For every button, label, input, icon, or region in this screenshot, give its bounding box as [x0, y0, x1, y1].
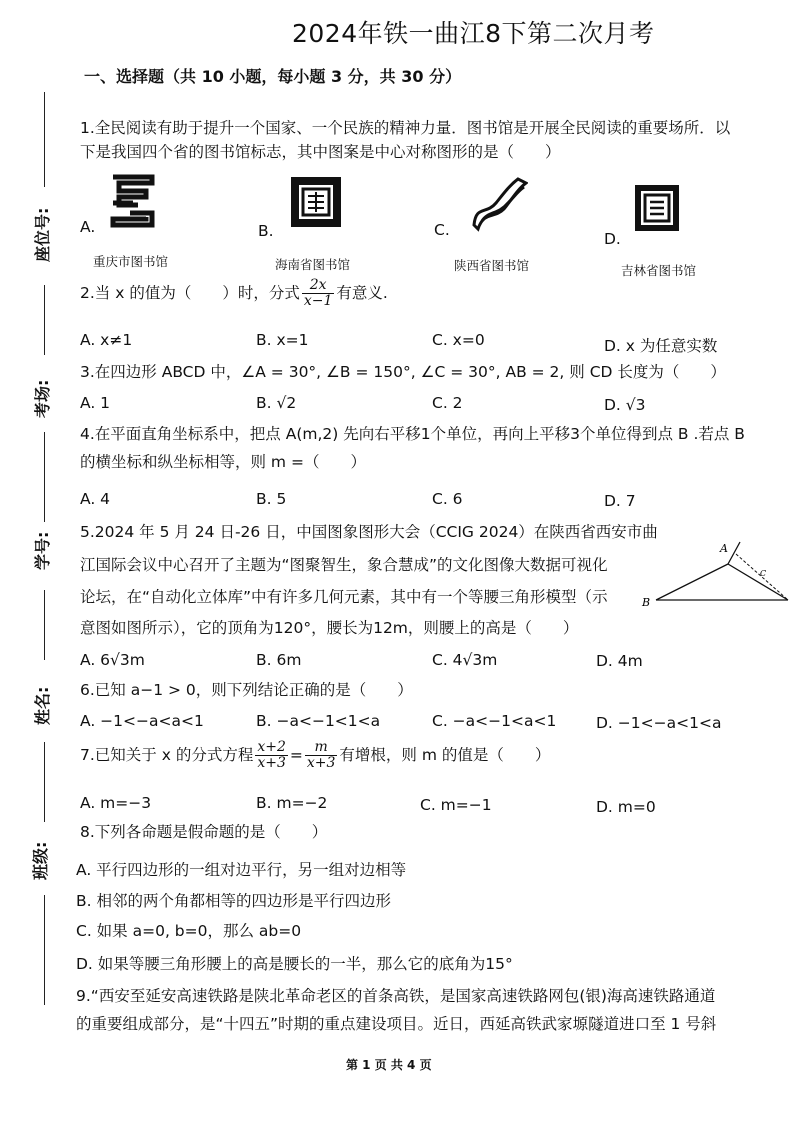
q8-option-c: C. 如果 a=0, b=0，那么 ab=0	[76, 922, 302, 940]
q1-option-c-letter: C.	[434, 221, 450, 239]
q2-fraction	[302, 278, 335, 309]
q5-label-a: A	[720, 542, 728, 555]
shaanxi-library-logo-icon	[466, 175, 528, 233]
margin-line	[44, 285, 45, 355]
q2-option-a: A. x≠1	[80, 331, 133, 349]
q3-option-d: D. √3	[604, 396, 646, 414]
q5-extension	[728, 542, 740, 564]
section-heading: 一、选择题（共 10 小题，每小题 3 分，共 30 分）	[84, 67, 462, 86]
q7-equals: =	[289, 746, 303, 764]
q3-stem: 3.在四边形 ABCD 中，∠A = 30°, ∠B = 150°, ∠C = 30°, AB = 2, 则 CD 长度为（ ）	[80, 363, 726, 381]
margin-line	[44, 92, 45, 187]
q6-option-b: B. −a<−1<1<a	[256, 712, 381, 730]
q3-option-b: B. √2	[256, 394, 297, 412]
q7-prefix: 7.已知关于 x 的分式方程	[80, 746, 254, 764]
q4-line1: 4.在平面直角坐标系中，把点 A(m,2) 先向右平移1个单位，再向上平移3个单位得到点 B .若点 B	[80, 425, 745, 443]
q5-triangle-figure	[640, 540, 792, 610]
q1-option-a-letter: A.	[80, 218, 96, 236]
q2-prefix: 2.当 x 的值为（ ）时，分式	[80, 284, 300, 302]
q1-option-b-caption: 海南省图书馆	[275, 257, 351, 272]
q1-option-d-caption: 吉林省图书馆	[621, 263, 697, 278]
q5-label-b: B	[642, 596, 651, 609]
name-label: 姓名:	[33, 686, 52, 725]
q7-suffix: 有增根，则 m 的值是（ ）	[339, 746, 551, 764]
q8-option-d: D. 如果等腰三角形腰上的高是腰长的一半，那么它的底角为15°	[76, 955, 513, 973]
q2-suffix: 有意义.	[336, 284, 388, 302]
q5-option-d: D. 4m	[596, 652, 643, 670]
q5-side-ba	[656, 564, 728, 600]
q4-option-d: D. 7	[604, 492, 636, 510]
q2-option-b: B. x=1	[256, 331, 309, 349]
q7-fraction-left	[255, 740, 288, 771]
q3-option-c: C. 2	[432, 394, 463, 412]
q8-option-a: A. 平行四边形的一组对边平行，另一组对边相等	[76, 861, 407, 879]
q7-stem	[80, 740, 550, 771]
q7-frac1-den: x+3	[257, 755, 286, 771]
class-label: 班级:	[31, 841, 50, 880]
q7-frac1-num: x+2	[257, 739, 286, 755]
hainan-library-logo-icon	[290, 176, 342, 228]
q7-option-c: C. m=−1	[420, 796, 492, 814]
q4-line2: 的横坐标和纵坐标相等，则 m =（ ）	[80, 453, 366, 471]
exam-title: 2024年铁一曲江8下第二次月考	[292, 19, 655, 48]
q4-option-a: A. 4	[80, 490, 111, 508]
q1-option-d-letter: D.	[604, 230, 621, 248]
q2-frac-num: 2x	[302, 278, 335, 294]
q1-option-c-caption: 陕西省图书馆	[454, 258, 530, 273]
q7-frac2-num: m	[305, 740, 338, 756]
q6-stem: 6.已知 a−1 > 0，则下列结论正确的是（ ）	[80, 681, 413, 699]
q4-option-b: B. 5	[256, 490, 287, 508]
margin-line	[44, 590, 45, 660]
q1-line1: 1.全民阅读有助于提升一个国家、一个民族的精神力量．图书馆是开展全民阅读的重要场所．以	[80, 119, 731, 137]
q5-line4: 意图如图所示），它的顶角为120°，腰长为12m，则腰上的高是（ ）	[80, 619, 579, 637]
q9-line2: 的重要组成部分，是“十四五”时期的重点建设项目。近日，西延高铁武家塬隧道进口至 1 号斜	[76, 1015, 717, 1033]
q7-frac2-den: x+3	[306, 755, 336, 771]
q5-label-c: C	[760, 569, 767, 578]
q2-option-d: D. x 为任意实数	[604, 337, 718, 355]
jilin-library-logo-icon	[633, 183, 681, 233]
q3-option-a: A. 1	[80, 394, 111, 412]
q7-fraction-right	[305, 740, 338, 771]
margin-line	[44, 432, 45, 522]
q5-line1: 5.2024 年 5 月 24 日-26 日，中国图象图形大会（CCIG 2024）在陕西省西安市曲	[80, 523, 658, 541]
q6-option-a: A. −1<−a<a<1	[80, 712, 204, 730]
page-footer: 第 1 页 共 4 页	[346, 1058, 432, 1072]
q1-option-b-letter: B.	[258, 222, 274, 240]
chongqing-library-logo-icon	[108, 173, 158, 229]
q8-option-b: B. 相邻的两个角都相等的四边形是平行四边形	[76, 892, 391, 910]
q2-frac-den: x−1	[303, 293, 333, 309]
q7-option-b: B. m=−2	[256, 794, 328, 812]
q5-option-c: C. 4√3m	[432, 651, 498, 669]
q5-line2: 江国际会议中心召开了主题为“图聚智生，象合慧成”的文化图像大数据可视化	[80, 556, 608, 574]
student-id-label: 学号:	[33, 531, 52, 570]
q7-option-d: D. m=0	[596, 798, 656, 816]
q5-option-a: A. 6√3m	[80, 651, 145, 669]
exam-room-label: 考场:	[33, 379, 52, 418]
margin-line	[44, 895, 45, 1005]
q9-line1: 9.“西安至延安高速铁路是陕北革命老区的首条高铁，是国家高速铁路网包(银)海高速铁路通道	[76, 987, 716, 1005]
seat-number-label: 座位号:	[33, 207, 52, 262]
q8-stem: 8.下列各命题是假命题的是（ ）	[80, 823, 328, 841]
q5-option-b: B. 6m	[256, 651, 302, 669]
q7-option-a: A. m=−3	[80, 794, 152, 812]
margin-line	[44, 742, 45, 822]
q1-line2: 下是我国四个省的图书馆标志，其中图案是中心对称图形的是（ ）	[80, 143, 561, 161]
q1-option-a-caption: 重庆市图书馆	[93, 254, 169, 269]
q4-option-c: C. 6	[432, 490, 463, 508]
q2-stem	[80, 278, 388, 309]
q2-option-c: C. x=0	[432, 331, 485, 349]
q6-option-d: D. −1<−a<1<a	[596, 714, 722, 732]
q5-line3: 论坛，在“自动化立体库”中有许多几何元素，其中有一个等腰三角形模型（示	[80, 588, 608, 606]
q5-side-ac	[728, 564, 788, 600]
q6-option-c: C. −a<−1<a<1	[432, 712, 557, 730]
